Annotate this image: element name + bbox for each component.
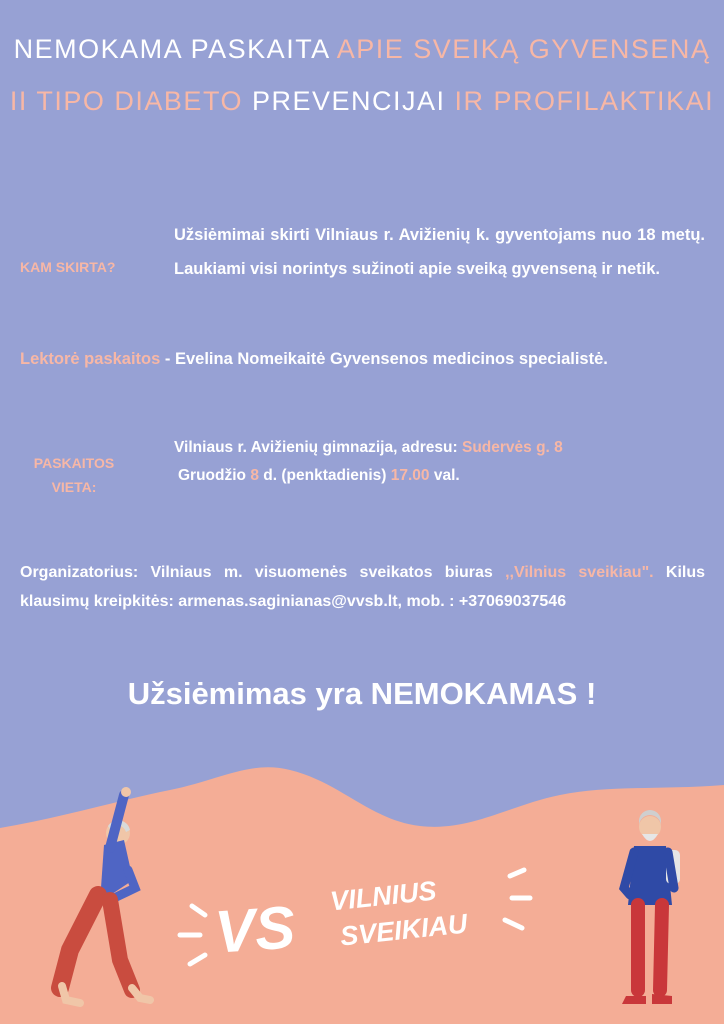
- lecturer-text: - Evelina Nomeikaitė Gyvensenos medicinos specialistė.: [164, 350, 608, 368]
- venue-address-street: Sudervės g. 8: [462, 439, 563, 456]
- venue-address-prefix: Vilniaus r. Avižienių gimnazija, adresu:: [174, 439, 458, 456]
- audience-text: Užsiėmimai skirti Vilniaus r. Avižienių k. gyventojams nuo 18 metų. Laukiami visi norintys sužinoti apie sveiką gyvenseną ir netik.: [174, 226, 705, 278]
- title-line-1-pink: APIE SVEIKĄ GYVENSENĄ: [336, 34, 711, 64]
- lecturer-label: Lektorė paskaitos: [20, 350, 161, 368]
- venue-time-suffix: val.: [433, 467, 460, 484]
- venue-time: 17.00: [390, 467, 430, 484]
- free-notice: Užsiėmimas yra NEMOKAMAS !: [127, 676, 597, 711]
- logo-mark: VS: [212, 893, 298, 966]
- venue-label-line-2: VIETA:: [51, 479, 97, 495]
- organizer-name: ,,Vilnius sveikiau".: [505, 564, 654, 581]
- venue-date-day: 8: [250, 467, 259, 484]
- logo-text-line-1: VILNIUS: [328, 875, 438, 917]
- organizer-contact: Kilus klausimų kreipkitės: armenas.saginianas@vvsb.lt, mob. : +37069037546: [20, 564, 706, 610]
- venue-date-rest: d. (penktadienis): [263, 467, 387, 484]
- venue-label-line-1: PASKAITOS: [33, 455, 115, 471]
- title-line-2-pink-b: IR PROFILAKTIKAI: [454, 86, 715, 116]
- audience-label: KAM SKIRTA?: [20, 259, 116, 275]
- organizer-prefix: Organizatorius: Vilniaus m. visuomenės sveikatos biuras: [20, 564, 493, 581]
- logo-text-line-2: SVEIKIAU: [338, 908, 469, 952]
- venue-date-month: Gruodžio: [178, 467, 247, 484]
- title-line-2-pink-a: II TIPO DIABETO: [9, 86, 243, 116]
- title-line-1-white: NEMOKAMA PASKAITA: [13, 34, 330, 64]
- title-line-2-white: PREVENCIJAI: [251, 86, 446, 116]
